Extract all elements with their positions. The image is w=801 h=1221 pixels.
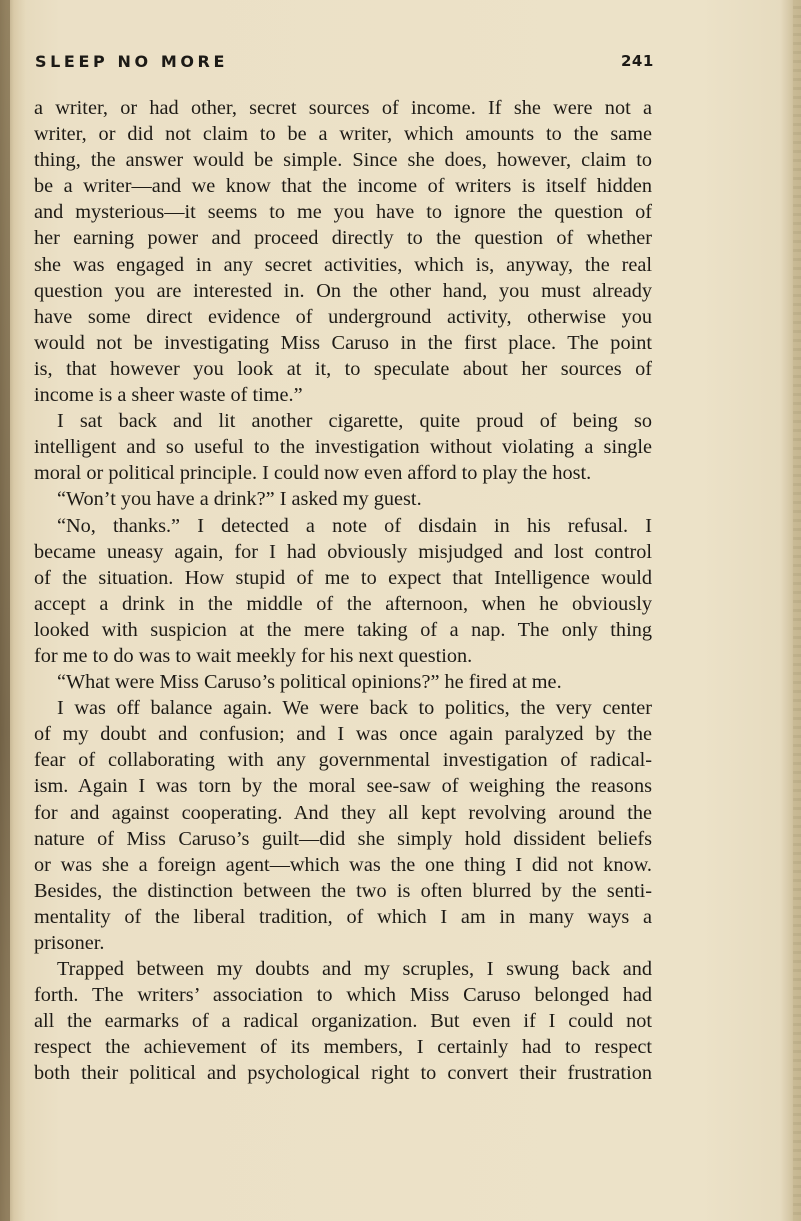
text-line: looked with suspicion at the mere taking of a nap. The only thing: [34, 618, 652, 641]
text-line: mentality of the liberal tradition, of which I am in many ways a: [34, 905, 652, 928]
text-line: writer, or did not claim to be a writer, which amounts to the same: [34, 123, 652, 146]
text-line: her earning power and proceed directly to the question of whether: [34, 227, 652, 250]
text-line: moral or political principle. I could now even afford to play the host.: [34, 462, 592, 485]
text-line: and mysterious—it seems to me you have to ignore the question of: [34, 201, 652, 224]
text-line: thing, the answer would be simple. Since she does, however, claim to: [34, 149, 652, 172]
text-line: income is a sheer waste of time.”: [34, 384, 303, 407]
text-line: question you are interested in. On the other hand, you must already: [34, 279, 652, 302]
text-line: Besides, the distinction between the two is often blurred by the senti-: [34, 879, 652, 902]
page-edge: [793, 0, 801, 1221]
running-title: SLEEP NO MORE: [35, 52, 229, 71]
text-line: “What were Miss Caruso’s political opinions?” he fired at me.: [57, 671, 562, 694]
text-line: “Won’t you have a drink?” I asked my guest.: [57, 488, 422, 511]
text-line: accept a drink in the middle of the afternoon, when he obviously: [34, 592, 652, 615]
text-line: nature of Miss Caruso’s guilt—did she simply hold dissident beliefs: [34, 827, 652, 850]
text-line: forth. The writers’ association to which Miss Caruso belonged had: [34, 984, 652, 1007]
text-line: Trapped between my doubts and my scruples, I swung back and: [57, 958, 652, 981]
text-line: respect the achievement of its members, I certainly had to respect: [34, 1036, 652, 1059]
binding-shadow: [0, 0, 10, 1221]
text-line: or was she a foreign agent—which was the one thing I did not know.: [34, 853, 652, 876]
text-line: I was off balance again. We were back to politics, the very center: [57, 697, 652, 720]
body-text: [34, 95, 652, 1087]
text-line: both their political and psychological right to convert their frustration: [34, 1062, 652, 1085]
text-line: all the earmarks of a radical organization. But even if I could not: [34, 1010, 652, 1033]
text-line: I sat back and lit another cigarette, quite proud of being so: [57, 410, 652, 433]
text-line: for and against cooperating. And they all kept revolving around the: [34, 801, 652, 824]
text-line: would not be investigating Miss Caruso in the first place. The point: [34, 331, 652, 354]
page-number: 241: [621, 52, 654, 70]
text-line: of my doubt and confusion; and I was once again paralyzed by the: [34, 723, 652, 746]
text-line: prisoner.: [34, 932, 105, 954]
text-line: became uneasy again, for I had obviously misjudged and lost control: [34, 540, 652, 563]
text-line: have some direct evidence of underground activity, otherwise you: [34, 305, 652, 328]
text-line: fear of collaborating with any governmental investigation of radical-: [34, 749, 652, 772]
text-line: ism. Again I was torn by the moral see-saw of weighing the reasons: [34, 775, 652, 798]
text-line: “No, thanks.” I detected a note of disdain in his refusal. I: [57, 514, 652, 537]
text-line: for me to do was to wait meekly for his next question.: [34, 644, 473, 667]
text-line: is, that however you look at it, to speculate about her sources of: [34, 357, 652, 380]
text-line: of the situation. How stupid of me to expect that Intelligence would: [34, 566, 652, 589]
text-line: she was engaged in any secret activities, which is, anyway, the real: [34, 253, 652, 276]
text-line: a writer, or had other, secret sources of income. If she were not a: [34, 97, 652, 119]
text-line: intelligent and so useful to the investigation without violating a single: [34, 436, 652, 459]
text-line: be a writer—and we know that the income of writers is itself hidden: [34, 175, 652, 198]
